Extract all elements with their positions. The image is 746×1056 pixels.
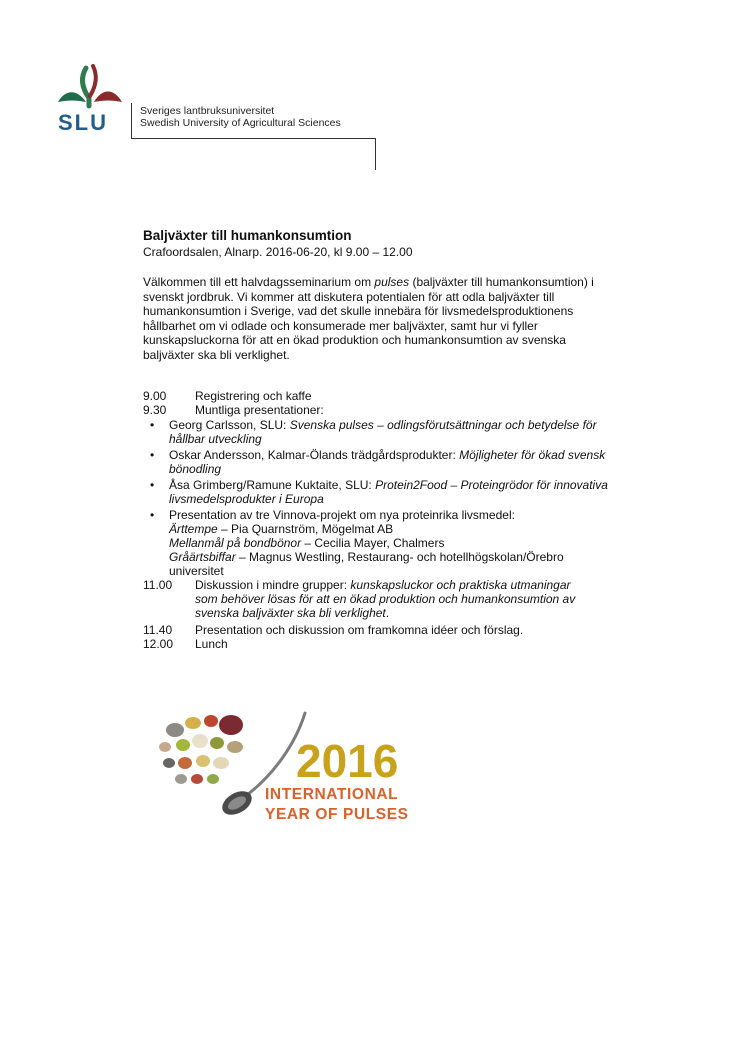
bullet-marker: • xyxy=(150,448,155,462)
schedule-text: Diskussion i mindre grupper: xyxy=(195,578,351,592)
vinnova-project-graartsbiffar xyxy=(169,551,564,565)
document-title: Baljväxter till humankonsumtion xyxy=(143,228,352,243)
schedule-text: Lunch xyxy=(195,637,228,651)
schedule-time: 11.00 xyxy=(143,578,173,592)
project-name: Mellanmål på bondbönor xyxy=(169,536,302,550)
header-rule xyxy=(131,138,375,139)
discussion-period: . xyxy=(385,606,390,620)
bullet-topic: Möjligheter för ökad svensk bönodling xyxy=(169,448,606,476)
intro-paragraph xyxy=(143,275,613,363)
intro-text-b: (baljväxter till humankonsumtion) i svenskt jordbruk. Vi kommer att diskutera potentialen för att odla baljväxter till humankonsumtion i Sverige, vad det skulle innebära för livsmedelsproduktionens hållbarhet om vi odlade och konsumerade mer baljväxter, samt hur vi fyller kunskapsluckorna för att en ökad produktion och humankonsumtion av svenska baljväxter ska bli verklighet. xyxy=(143,275,594,362)
bullet-speaker: Åsa Grimberg/Ramune Kuktaite, SLU: xyxy=(169,478,376,492)
project-name: Gråärtsbiffar xyxy=(169,550,236,564)
header-divider-right xyxy=(375,138,376,170)
schedule-text: Registrering och kaffe xyxy=(195,389,312,403)
intro-text-italic: pulses xyxy=(374,275,410,289)
schedule-text: Presentation och diskussion om framkomna idéer och förslag. xyxy=(195,623,524,637)
bullet-text: Presentation av tre Vinnova-projekt om nya proteinrika livsmedel: xyxy=(169,508,515,522)
beans-icon xyxy=(159,715,243,784)
project-presenter: – Pia Quarnström, Mögelmat AB xyxy=(217,522,394,536)
project-presenter: – Magnus Westling, Restaurang- och hotellhögskolan/Örebro xyxy=(235,550,564,564)
slu-logo-text: SLU xyxy=(58,110,108,134)
bullet-speaker: Georg Carlsson, SLU: xyxy=(169,418,290,432)
university-name-en: Swedish University of Agricultural Sciences xyxy=(140,117,341,129)
bullet-marker: • xyxy=(150,478,155,492)
vinnova-project-mellanmal xyxy=(169,537,444,551)
discussion-line-2 xyxy=(195,593,575,607)
discussion-text-italic: som behöver lösas för att en ökad produktion och humankonsumtion av xyxy=(195,592,576,606)
pulses-line2: YEAR OF PULSES xyxy=(265,806,409,823)
document-subtitle: Crafoordsalen, Alnarp. 2016-06-20, kl 9.00 – 12.00 xyxy=(143,245,413,259)
bullet-marker: • xyxy=(150,508,155,522)
project-name: Ärttempe xyxy=(169,522,218,536)
slu-logo xyxy=(56,62,126,134)
pulses-line1: INTERNATIONAL xyxy=(265,786,399,803)
discussion-text-italic: svenska baljväxter ska bli verklighet xyxy=(195,606,386,620)
pulses-logo xyxy=(155,705,425,845)
schedule-text: Muntliga presentationer: xyxy=(195,403,324,417)
schedule-time: 11.40 xyxy=(143,623,173,637)
project-presenter: – Cecilia Mayer, Chalmers xyxy=(301,536,445,550)
schedule-time: 9.00 xyxy=(143,389,167,403)
header-divider-left xyxy=(131,103,132,138)
vinnova-project-graartsbiffar-cont: universitet xyxy=(169,564,224,578)
discussion-line-3 xyxy=(195,607,389,621)
schedule-text-italic: kunskapsluckor och praktiska utmaningar xyxy=(350,578,571,592)
bullet-speaker: Oskar Andersson, Kalmar-Ölands trädgårdsprodukter: xyxy=(169,448,460,462)
university-name-sv: Sveriges lantbruksuniversitet xyxy=(140,105,275,117)
intro-text-a: Välkommen till ett halvdagsseminarium om xyxy=(143,275,375,289)
bullet-topic: Svenska pulses – odlingsförutsättningar och betydelse för hållbar utveckling xyxy=(169,418,597,446)
pulses-year: 2016 xyxy=(296,735,399,787)
bullet-topic: Protein2Food – Proteingrödor för innovativa livsmedelsprodukter i Europa xyxy=(169,478,608,506)
vinnova-project-arttempe xyxy=(169,523,393,537)
schedule-time: 9.30 xyxy=(143,403,167,417)
bullet-marker: • xyxy=(150,418,155,432)
schedule-time: 12.00 xyxy=(143,637,174,651)
